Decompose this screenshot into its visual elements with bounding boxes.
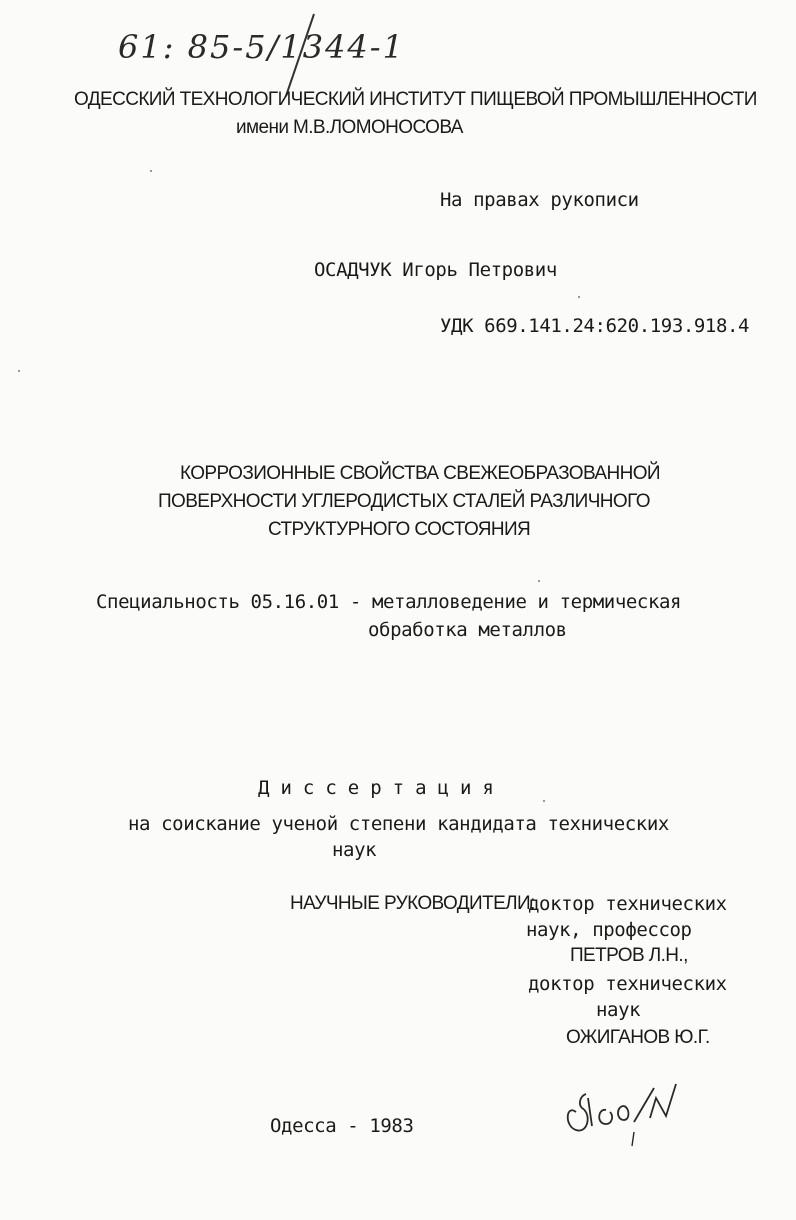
archive-code-handwritten: 61: 85-5/1344-1 xyxy=(118,28,405,66)
supervisors-line-4: доктор технических xyxy=(528,973,727,995)
dissertation-heading: Диссертация xyxy=(258,777,505,799)
title-line-3: СТРУКТУРНОГО СОСТОЯНИЯ xyxy=(268,519,531,540)
title-line-2: ПОВЕРХНОСТИ УГЛЕРОДИСТЫХ СТАЛЕЙ РАЗЛИЧНОГО xyxy=(158,491,650,512)
place-year: Одесса - 1983 xyxy=(270,1115,414,1137)
title-line-1: КОРРОЗИОННЫЕ СВОЙСТВА СВЕЖЕОБРАЗОВАННОЙ xyxy=(180,463,660,484)
supervisors-line-2: наук, профессор xyxy=(526,919,692,941)
supervisors-line-5: наук xyxy=(596,999,641,1021)
specialty-line-1: Специальность 05.16.01 - металловедение и термическая xyxy=(96,591,682,613)
scan-speck xyxy=(18,370,20,372)
scan-speck xyxy=(150,170,152,172)
dissertation-line-2: наук xyxy=(332,839,377,861)
institute-named-after: имени М.В.ЛОМОНОСОВА xyxy=(236,117,463,138)
supervisors-line-6: ОЖИГАНОВ Ю.Г. xyxy=(566,1027,710,1048)
institute-name: ОДЕССКИЙ ТЕХНОЛОГИЧЕСКИЙ ИНСТИТУТ ПИЩЕВОЙ ПРОМЫШЛЕННОСТИ xyxy=(74,89,757,110)
signature-handwritten xyxy=(558,1068,688,1148)
scan-speck xyxy=(543,800,545,802)
specialty-line-2: обработка металлов xyxy=(368,619,567,641)
dissertation-line-1: на соискание ученой степени кандидата технических xyxy=(128,813,669,835)
supervisors-line-1: доктор технических xyxy=(528,893,727,915)
scan-speck xyxy=(578,296,580,298)
supervisors-line-3: ПЕТРОВ Л.Н., xyxy=(570,945,688,966)
archive-code-slash-stroke xyxy=(280,10,320,100)
manuscript-rights: На правах рукописи xyxy=(440,189,639,211)
supervisors-label: НАУЧНЫЕ РУКОВОДИТЕЛИ: xyxy=(290,893,535,914)
author-name: ОСАДЧУК Игорь Петрович xyxy=(314,259,557,281)
udc-code: УДК 669.141.24:620.193.918.4 xyxy=(440,315,750,337)
scan-speck xyxy=(538,580,540,582)
